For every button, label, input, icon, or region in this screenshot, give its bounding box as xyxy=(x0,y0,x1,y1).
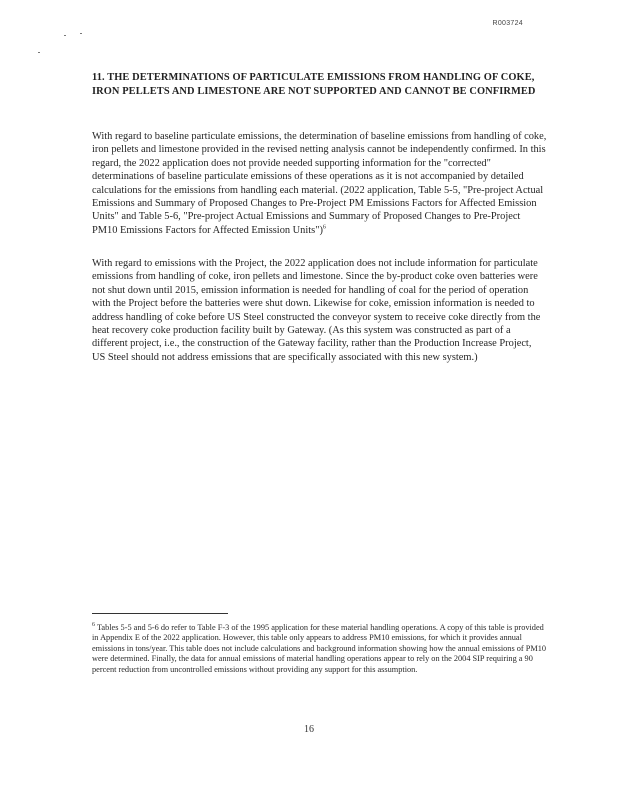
body-paragraph-2: With regard to emissions with the Project, the 2022 application does not include information for particulate emissions from handling of coke, iron pellets and limestone. Since the by-product coke oven batteries were not shut down until 2015, emission information is needed for handling of coal for the period of operation with the Project before the batteries were shut down. Likewise for coke, emission information is needed to address handling of coke before US Steel constructed the conveyor system to receive coke directly from the heat recovery coke production facility built by Gateway. (As this system was constructed as part of a different project, i.e., the construction of the Gateway facility, rather than the Production Increase Project, US Steel should not address emissions that are specifically associated with this new system.) xyxy=(92,258,541,363)
footnote-text: Tables 5-5 and 5-6 do refer to Table F-3 of the 1995 application for these material handling operations. A copy of this table is provided in Appendix E of the 2022 application. However, this table only appears to address PM10 emissions, for which it provides annual emissions in tons/year. This table does not include calculations and background information showing how the annual emissions of PM10 were determined. Finally, the data for annual emissions of material handling operations appear to rely on the 2004 SIP requiring a 90 percent reduction from uncontrolled emissions without providing any support for this assumption. xyxy=(92,623,547,674)
paragraph-1-text: With regard to baseline particulate emissions, the determination of baseline emissions from handling of coke, iron pellets and limestone provided in the revised netting analysis cannot be independently confirmed. In this regard, the 2022 application does not provide needed supporting information for the "corrected" determinations of baseline particulate emissions of these operations as it is not accompanied by detailed calculations for the emissions from handling each material. (2022 application, Table 5-5, "Pre-project Actual Emissions and Summary of Proposed Changes to Pre-Project PM Emissions Factors for Affected Emission Units" and Table 5-6, "Pre-project Actual Emissions and Summary of Proposed Changes to Pre-Project PM10 Emissions Factors for Affected Emission Units") xyxy=(92,131,547,236)
footnote xyxy=(92,623,547,675)
scan-speck xyxy=(64,35,66,36)
bates-number: R003724 xyxy=(492,20,523,27)
section-heading: 11. THE DETERMINATIONS OF PARTICULATE EMISSIONS FROM HANDLING OF COKE, IRON PELLETS AND LIMESTONE ARE NOT SUPPORTED AND CANNOT BE CONFIRMED xyxy=(92,72,536,97)
body-paragraph-1 xyxy=(92,130,547,237)
scan-speck xyxy=(80,33,82,34)
scan-speck xyxy=(38,52,40,53)
footnote-marker: 6 xyxy=(92,622,95,629)
footnote-divider xyxy=(92,613,228,614)
footnote-reference: 6 xyxy=(322,224,326,231)
page-number: 16 xyxy=(304,724,314,735)
